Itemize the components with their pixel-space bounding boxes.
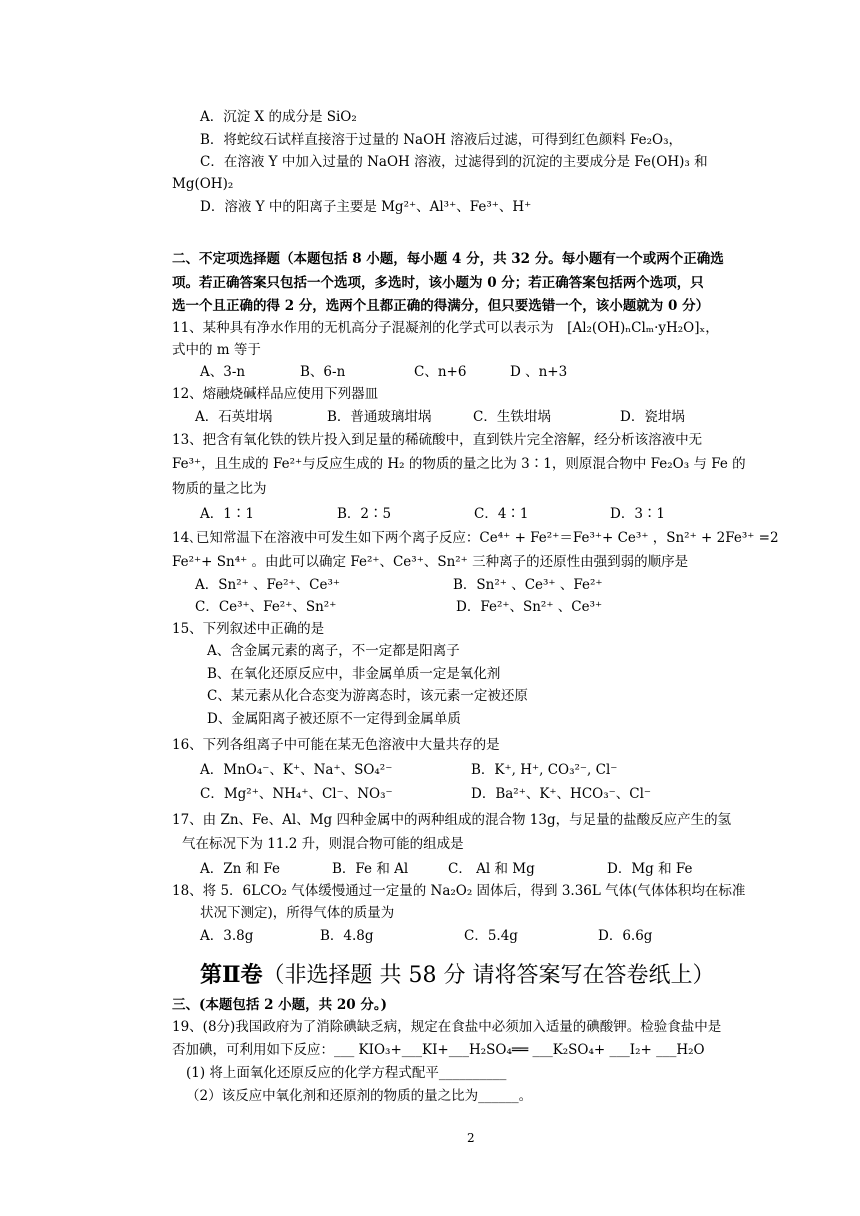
q16-option-a: A．MnO₄⁻、K⁺、Na⁺、SO₄²⁻ — [200, 762, 393, 778]
part2-title-rest: （非选择题 共 58 分 请将答案写在答卷纸上） — [262, 963, 715, 988]
q13-stem-cont2: 物质的量之比为 — [172, 481, 267, 497]
q10-option-c-cont: Mg(OH)₂ — [172, 176, 234, 192]
q11-option-d: D 、n+3 — [510, 364, 568, 380]
q15-stem: 15、下列叙述中正确的是 — [172, 621, 325, 637]
q19-stem: 19、(8分)我国政府为了消除碘缺乏病，规定在食盐中必须加入适量的碘酸钾。检验食盐中是 — [172, 1019, 722, 1035]
q14-option-c: C．Ce³⁺、Fe²⁺、Sn²⁺ — [195, 599, 337, 615]
q15-option-a: A、含金属元素的离子，不一定都是阳离子 — [207, 643, 460, 659]
q16-option-b: B．K⁺, H⁺, CO₃²⁻, Cl⁻ — [471, 762, 618, 778]
q12-option-c: C．生铁坩埚 — [473, 409, 551, 425]
q19-equation: 否加碘，可利用如下反应：___ KIO₃+___KI+___H₂SO₄══ ___K₂SO₄+ ___I₂+ ___H₂O — [172, 1042, 705, 1058]
q11-stem: 11、某种具有净水作用的无机高分子混凝剂的化学式可以表示为 [Al₂(OH)ₙClₘ·yH₂O]ₓ， — [172, 320, 719, 336]
section2-header-line1: 二、不定项选择题（本题包括 8 小题，每小题 4 分，共 32 分。每小题有一个或两个正确选 — [172, 251, 724, 267]
q17-option-b: B．Fe 和 Al — [332, 861, 409, 877]
section2-header-line2: 项。若正确答案只包括一个选项，多选时，该小题为 0 分；若正确答案包括两个选项，只 — [172, 275, 704, 291]
q19-part2: （2）该反应中氧化剂和还原剂的物质的量之比为______。 — [186, 1088, 533, 1104]
q14-option-a: A．Sn²⁺ 、Fe²⁺、Ce³⁺ — [195, 577, 341, 593]
q19-part1: (1) 将上面氧化还原反应的化学方程式配平__________ — [186, 1065, 507, 1081]
q13-option-d: D．3∶1 — [610, 506, 666, 522]
q14-option-d: D．Fe²⁺、Sn²⁺ 、Ce³⁺ — [456, 599, 603, 615]
q10-option-c: C．在溶液 Y 中加入过量的 NaOH 溶液，过滤得到的沉淀的主要成分是 Fe(OH)₃ 和 — [200, 154, 708, 170]
q15-option-b: B、在氧化还原反应中，非金属单质一定是氧化剂 — [207, 666, 501, 682]
q18-option-d: D．6.6g — [598, 928, 653, 944]
q13-option-b: B．2∶5 — [337, 506, 392, 522]
section2-header-line3: 选一个且正确的得 2 分，选两个且都正确的得满分，但只要选错一个，该小题就为 0 分） — [172, 298, 710, 314]
part2-title-bold: 第Ⅱ卷 — [200, 962, 263, 988]
q16-stem: 16、下列各组离子中可能在某无色溶液中大量共存的是 — [172, 737, 500, 753]
q15-option-d: D、金属阳离子被还原不一定得到金属单质 — [207, 711, 461, 727]
section3-header: 三、(本题包括 2 小题，共 20 分。) — [172, 997, 388, 1013]
page-number: 2 — [467, 1131, 475, 1145]
q11-option-b: B、6-n — [300, 364, 346, 380]
q12-option-a: A．石英坩埚 — [195, 409, 273, 425]
q14-stem-cont: Fe²⁺+ Sn⁴⁺ 。由此可以确定 Fe²⁺、Ce³⁺、Sn²⁺ 三种离子的还原性由强到弱的顺序是 — [172, 554, 689, 570]
q12-stem: 12、熔融烧碱样品应使用下列器皿 — [172, 386, 379, 402]
q15-option-c: C、某元素从化合态变为游离态时，该元素一定被还原 — [207, 688, 528, 704]
q18-option-b: B．4.8g — [320, 928, 374, 944]
q16-option-c: C．Mg²⁺、NH₄⁺、Cl⁻、NO₃⁻ — [200, 786, 393, 802]
q10-option-a: A．沉淀 X 的成分是 SiO₂ — [200, 109, 357, 125]
q16-option-d: D．Ba²⁺、K⁺、HCO₃⁻、Cl⁻ — [471, 786, 652, 802]
q17-stem: 17、由 Zn、Fe、Al、Mg 四种金属中的两种组成的混合物 13g，与足量的盐酸反应产生的氢 — [172, 812, 732, 828]
q14-stem: 14､已知常温下在溶液中可发生如下两个离子反应：Ce⁴⁺ + Fe²⁺＝Fe³⁺+ Ce³⁺ ，Sn²⁺ + 2Fe³⁺ =2 — [172, 530, 779, 546]
q18-stem-cont: 状况下测定)，所得气体的质量为 — [200, 905, 395, 921]
q13-option-c: C．4∶1 — [474, 506, 529, 522]
q13-option-a: A．1∶1 — [200, 506, 254, 522]
q18-option-c: C．5.4g — [464, 928, 518, 944]
q17-option-a: A．Zn 和 Fe — [200, 861, 281, 877]
q13-stem: 13、把含有氧化铁的铁片投入到足量的稀硫酸中，直到铁片完全溶解，经分析该溶液中无 — [172, 432, 703, 448]
q17-stem-cont: 气在标况下为 11.2 升，则混合物可能的组成是 — [182, 836, 464, 852]
q17-option-d: D．Mg 和 Fe — [607, 861, 693, 877]
q10-option-d: D．溶液 Y 中的阳离子主要是 Mg²⁺、Al³⁺、Fe³⁺、H⁺ — [200, 199, 532, 215]
q18-stem: 18、将 5．6LCO₂ 气体缓慢通过一定量的 Na₂O₂ 固体后，得到 3.36L 气体(气体体积均在标准 — [172, 883, 746, 899]
q12-option-b: B．普通玻璃坩埚 — [327, 409, 432, 425]
q14-option-b: B．Sn²⁺ 、Ce³⁺ 、Fe²⁺ — [453, 577, 603, 593]
q10-option-b: B．将蛇纹石试样直接溶于过量的 NaOH 溶液后过滤，可得到红色颜料 Fe₂O₃， — [200, 132, 683, 148]
q11-stem-cont: 式中的 m 等于 — [172, 342, 261, 358]
q11-option-c: C、n+6 — [414, 364, 467, 380]
q12-option-d: D．瓷坩埚 — [620, 409, 685, 425]
q11-option-a: A、3-n — [200, 364, 246, 380]
part2-title — [200, 960, 715, 991]
q13-stem-cont: Fe³⁺，且生成的 Fe²⁺与反应生成的 H₂ 的物质的量之比为 3∶1，则原混合物中 Fe₂O₃ 与 Fe 的 — [172, 456, 746, 472]
q18-option-a: A．3.8g — [200, 928, 254, 944]
q17-option-c: C． Al 和 Mg — [448, 861, 535, 877]
